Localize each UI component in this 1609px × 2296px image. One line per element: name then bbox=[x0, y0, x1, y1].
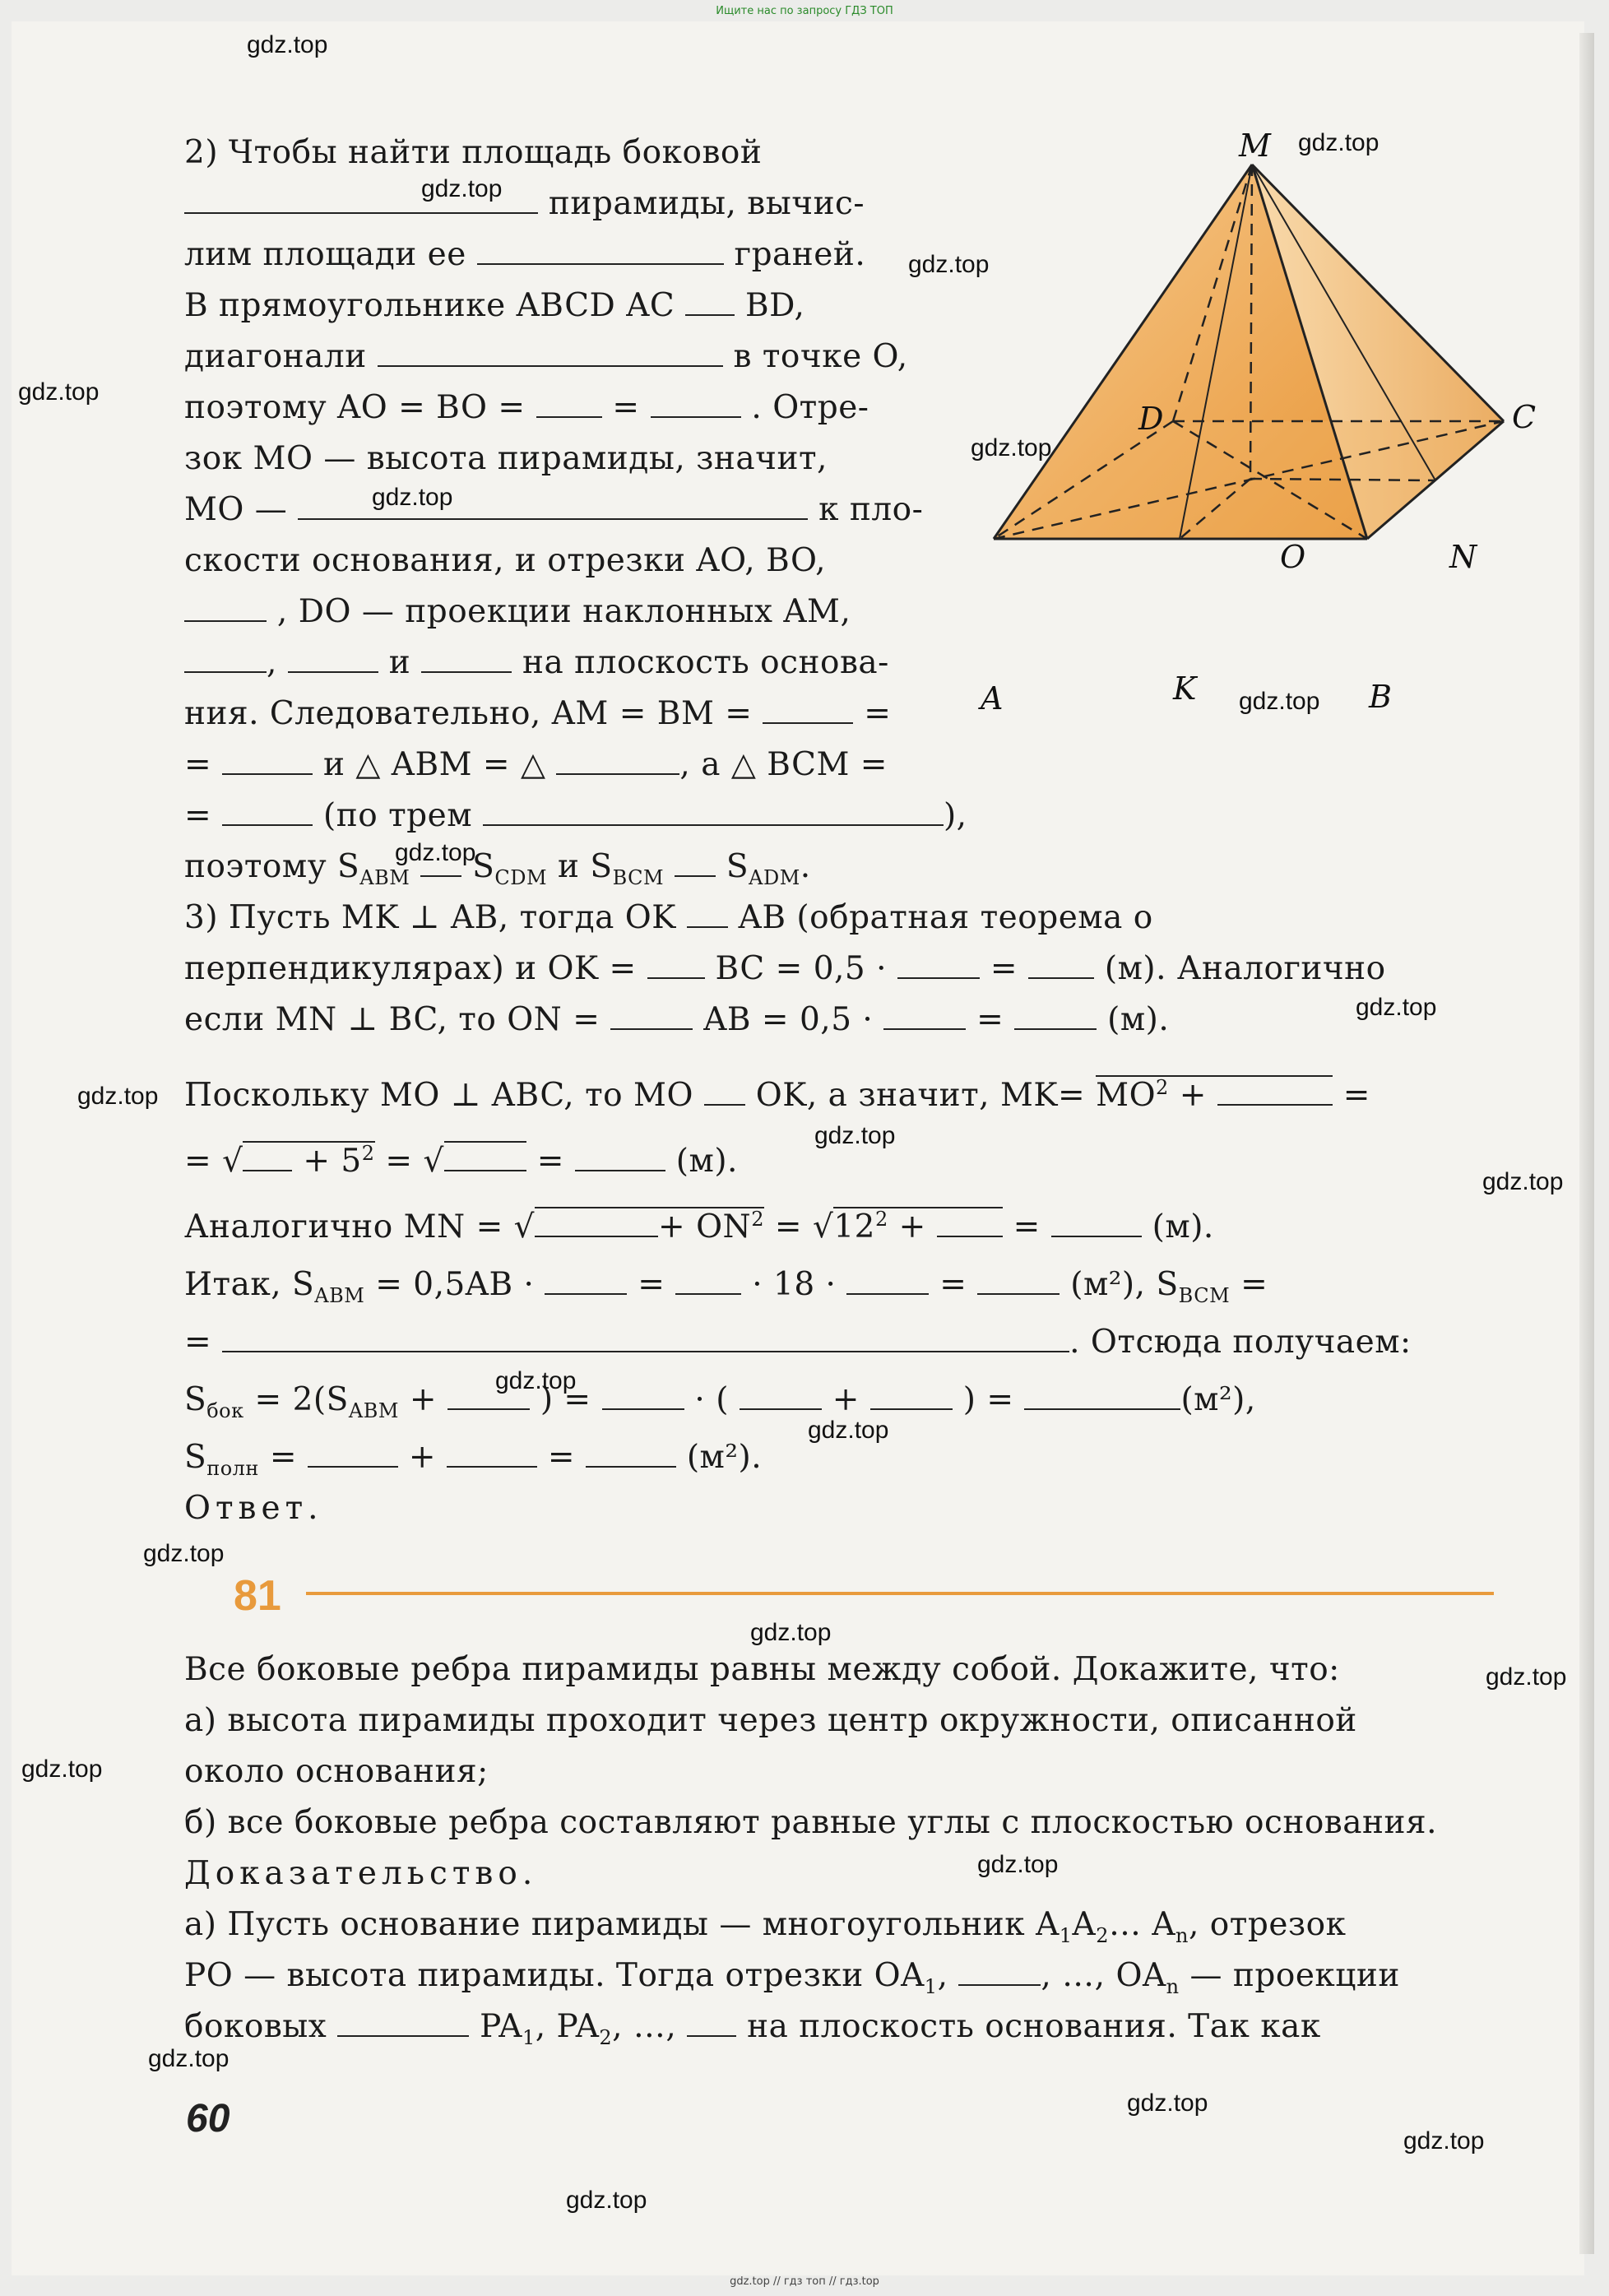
blank-field[interactable] bbox=[687, 895, 728, 928]
subscript: CDM bbox=[494, 865, 548, 889]
text-run: = bbox=[184, 797, 212, 834]
page-number: 60 bbox=[186, 2097, 230, 2141]
text-run: 3) Пусть MK ⊥ AB, тогда OK bbox=[184, 899, 676, 936]
text-run: = bbox=[612, 389, 640, 426]
text-run: ) = bbox=[962, 1381, 1014, 1418]
text-run: = bbox=[184, 1324, 212, 1361]
text-run: (м). bbox=[1107, 1001, 1170, 1038]
blank-field[interactable] bbox=[870, 1377, 953, 1410]
text-run: S bbox=[726, 848, 749, 885]
text-run: = bbox=[1240, 1266, 1268, 1303]
text-run: PA bbox=[480, 2008, 522, 2045]
watermark: gdz.top bbox=[814, 1122, 896, 1149]
text-run: ), bbox=[943, 797, 967, 834]
text-run: BC = 0,5 · bbox=[715, 950, 888, 987]
sqrt-radicand bbox=[243, 1141, 374, 1180]
blank-field[interactable] bbox=[763, 691, 853, 724]
text-run: (м). Аналогично bbox=[1104, 950, 1386, 987]
label-a: A bbox=[981, 680, 1004, 716]
text-line bbox=[184, 995, 1169, 1046]
blank-field[interactable] bbox=[545, 1262, 627, 1295]
watermark: gdz.top bbox=[977, 1851, 1059, 1878]
text-line bbox=[184, 689, 891, 740]
text-run: граней. bbox=[734, 236, 866, 273]
subscript: 2 bbox=[599, 2025, 613, 2049]
text-run: в точке O, bbox=[733, 338, 908, 375]
blank-field[interactable] bbox=[184, 589, 267, 622]
answer-label: Ответ. bbox=[184, 1490, 323, 1527]
label-m: M bbox=[1239, 128, 1271, 164]
text-line bbox=[184, 1128, 738, 1187]
blank-field[interactable] bbox=[378, 334, 723, 367]
text-run: Итак, S bbox=[184, 1266, 315, 1303]
blank-field[interactable] bbox=[1014, 997, 1097, 1030]
text-line bbox=[184, 1746, 489, 1797]
text-line bbox=[184, 1848, 537, 1899]
text-run: + 5 bbox=[303, 1143, 362, 1180]
problem-divider bbox=[306, 1592, 1494, 1595]
text-line bbox=[184, 281, 804, 332]
text-run: (м). bbox=[1152, 1208, 1214, 1245]
label-n: N bbox=[1449, 539, 1477, 575]
text-run: диагонали bbox=[184, 338, 367, 375]
sqrt-radicand bbox=[1096, 1075, 1333, 1114]
text-run: = √ bbox=[774, 1208, 834, 1245]
blank-field[interactable] bbox=[1028, 946, 1094, 979]
text-run: ния. Следовательно, AM = BM = bbox=[184, 695, 753, 732]
subscript: бок bbox=[206, 1398, 244, 1422]
superscript: 2 bbox=[751, 1208, 764, 1231]
text-run: = bbox=[184, 746, 212, 783]
text-run: , PA bbox=[535, 2008, 600, 2045]
text-run: (м²), S bbox=[1070, 1266, 1179, 1303]
text-run: , bbox=[937, 1957, 948, 1994]
problem-number: 81 bbox=[234, 1572, 281, 1620]
blank-field[interactable] bbox=[421, 640, 512, 673]
text-run: 2) Чтобы найти площадь боковой bbox=[184, 134, 763, 171]
text-run: + bbox=[409, 1381, 437, 1418]
sqrt-radicand bbox=[444, 1141, 526, 1180]
blank-field[interactable] bbox=[883, 997, 966, 1030]
subscript: ABM bbox=[359, 865, 410, 889]
blank-field[interactable] bbox=[675, 1262, 741, 1295]
blank-field[interactable] bbox=[647, 946, 705, 979]
blank-field[interactable] bbox=[184, 640, 267, 673]
sqrt-radicand bbox=[535, 1207, 764, 1245]
text-run: S bbox=[184, 1439, 207, 1476]
blank-field[interactable] bbox=[222, 742, 313, 775]
subscript: n bbox=[1166, 1974, 1180, 1998]
text-line bbox=[184, 740, 888, 791]
text-run: + bbox=[1179, 1077, 1207, 1114]
blank-field[interactable] bbox=[536, 385, 602, 418]
text-run: Аналогично MN = √ bbox=[184, 1208, 535, 1245]
text-run: боковых bbox=[184, 2008, 327, 2045]
blank-field[interactable] bbox=[937, 1204, 1003, 1237]
subscript: ABM bbox=[314, 1283, 365, 1307]
text-run: — проекции bbox=[1189, 1957, 1400, 1994]
text-run: = bbox=[638, 1266, 665, 1303]
text-run: , DO — проекции наклонных AM, bbox=[276, 593, 851, 630]
text-line bbox=[184, 1695, 1357, 1746]
text-line bbox=[184, 1062, 1370, 1121]
subscript: BCM bbox=[612, 865, 665, 889]
watermark: gdz.top bbox=[18, 378, 100, 406]
watermark: gdz.top bbox=[750, 1619, 832, 1646]
text-run: Все боковые ребра пирамиды равны между собой. Докажите, что: bbox=[184, 1651, 1340, 1688]
watermark: gdz.top bbox=[1486, 1663, 1567, 1691]
sqrt-radicand bbox=[833, 1207, 1002, 1245]
text-run: · ( bbox=[694, 1381, 729, 1418]
blank-field[interactable] bbox=[575, 1139, 665, 1171]
text-run: + bbox=[408, 1439, 436, 1476]
text-run: + bbox=[832, 1381, 860, 1418]
watermark: gdz.top bbox=[1239, 688, 1320, 715]
text-line bbox=[184, 587, 851, 638]
text-run: зок MO — высота пирамиды, значит, bbox=[184, 440, 828, 477]
text-line bbox=[184, 434, 828, 485]
blank-field[interactable] bbox=[610, 997, 693, 1030]
blank-field[interactable] bbox=[740, 1377, 822, 1410]
text-line: поэтому $S_{ABM}$ $S_{CDM}$ и $S_{BCM}$ $S_{ADM}$. bbox=[184, 842, 811, 903]
text-run: Поскольку MO ⊥ ABC, то MO bbox=[184, 1077, 693, 1114]
text-run: лим площади ее bbox=[184, 236, 466, 273]
watermark: gdz.top bbox=[1482, 1168, 1564, 1195]
pyramid-figure bbox=[962, 123, 1555, 716]
text-run: = bbox=[864, 695, 892, 732]
subscript: n bbox=[1175, 1923, 1189, 1947]
superscript: 2 bbox=[361, 1142, 375, 1165]
text-run: , …, OA bbox=[1041, 1957, 1166, 1994]
subscript: 1 bbox=[924, 1974, 938, 1998]
text-run: = bbox=[1013, 1208, 1041, 1245]
text-line bbox=[184, 1259, 1268, 1321]
blank-field[interactable] bbox=[846, 1262, 929, 1295]
text-run: , bbox=[267, 644, 277, 681]
watermark: gdz.top bbox=[808, 1417, 889, 1444]
blank-field[interactable] bbox=[444, 1139, 526, 1171]
watermark: gdz.top bbox=[1356, 994, 1437, 1021]
text-run: S bbox=[184, 1381, 207, 1418]
text-run: и △ ABM = △ bbox=[323, 746, 546, 783]
text-run: = bbox=[976, 1001, 1004, 1038]
text-run: = bbox=[990, 950, 1018, 987]
watermark: gdz.top bbox=[566, 2187, 647, 2214]
text-line bbox=[184, 1375, 1256, 1436]
text-run: а) высота пирамиды проходит через центр окружности, описанной bbox=[184, 1702, 1357, 1739]
text-run: · 18 · bbox=[752, 1266, 837, 1303]
text-run: , а △ BCM = bbox=[679, 746, 888, 783]
text-run: = √ bbox=[184, 1143, 243, 1180]
text-run: и bbox=[388, 644, 411, 681]
text-run: PO — высота пирамиды. Тогда отрезки OA bbox=[184, 1957, 925, 1994]
text-run: около основания; bbox=[184, 1753, 489, 1790]
text-run: = bbox=[269, 1439, 297, 1476]
superscript: 2 bbox=[1156, 1076, 1169, 1099]
watermark: gdz.top bbox=[77, 1083, 159, 1110]
text-run: MO bbox=[1096, 1077, 1157, 1114]
text-line bbox=[184, 179, 865, 230]
text-line bbox=[184, 944, 1386, 995]
blank-field[interactable] bbox=[1024, 1377, 1180, 1410]
watermark: gdz.top bbox=[1127, 2090, 1208, 2117]
blank-field[interactable] bbox=[651, 385, 741, 418]
text-line bbox=[184, 128, 762, 179]
blank-field[interactable] bbox=[685, 283, 735, 316]
blank-field[interactable] bbox=[308, 1435, 398, 1468]
blank-field[interactable] bbox=[1217, 1073, 1333, 1106]
text-run: и S bbox=[557, 848, 613, 885]
blank-field[interactable] bbox=[556, 742, 679, 775]
text-run: AB = 0,5 · bbox=[703, 1001, 874, 1038]
blank-field[interactable] bbox=[483, 793, 944, 826]
text-run: A bbox=[1072, 1906, 1097, 1943]
subscript: BCM bbox=[1178, 1283, 1231, 1307]
text-line bbox=[184, 893, 1153, 944]
text-run: пирамиды, вычис- bbox=[548, 185, 865, 222]
text-run: , …, bbox=[612, 2008, 677, 2045]
text-run: ) = bbox=[540, 1381, 591, 1418]
text-line bbox=[184, 485, 923, 536]
text-run: если MN ⊥ BC, то ON = bbox=[184, 1001, 600, 1038]
subscript: 2 bbox=[1096, 1923, 1109, 1947]
text-run: Отсюда получаем: bbox=[1090, 1324, 1412, 1361]
text-line bbox=[184, 230, 865, 281]
blank-field[interactable] bbox=[222, 1320, 1069, 1352]
watermark: gdz.top bbox=[971, 434, 1052, 462]
text-run: (м²), bbox=[1180, 1381, 1256, 1418]
top-banner[interactable]: Ищите нас по запросу ГДЗ ТОП bbox=[716, 5, 893, 17]
blank-field[interactable] bbox=[477, 232, 724, 265]
watermark: gdz.top bbox=[1403, 2127, 1485, 2155]
watermark: gdz.top bbox=[143, 1540, 225, 1567]
text-run: скости основания, и отрезки AO, BO, bbox=[184, 542, 827, 579]
text-run: б) все боковые ребра составляют равные углы с плоскостью основания. bbox=[184, 1804, 1438, 1841]
blank-field[interactable] bbox=[675, 844, 716, 877]
subscript: 1 bbox=[1059, 1923, 1073, 1947]
blank-field[interactable] bbox=[586, 1435, 676, 1468]
text-run: = bbox=[547, 1439, 575, 1476]
watermark: gdz.top bbox=[1298, 129, 1379, 156]
label-o: O bbox=[1280, 539, 1306, 575]
text-run: OK, а значит, MK= bbox=[755, 1077, 1086, 1114]
text-run: (м²). bbox=[686, 1439, 763, 1476]
text-line bbox=[184, 383, 869, 434]
blank-field[interactable] bbox=[243, 1139, 292, 1171]
text-line bbox=[184, 332, 908, 383]
text-line bbox=[184, 2001, 1321, 2063]
subscript: 1 bbox=[522, 2025, 536, 2049]
text-run: AB (обратная теорема о bbox=[738, 899, 1153, 936]
text-run: … A bbox=[1108, 1906, 1176, 1943]
text-line bbox=[184, 536, 826, 587]
text-run: перпендикулярах) и OK = bbox=[184, 950, 637, 987]
text-run: к пло- bbox=[818, 491, 924, 528]
text-run: = √ bbox=[385, 1143, 444, 1180]
watermark: gdz.top bbox=[148, 2045, 230, 2072]
text-run: + bbox=[898, 1208, 926, 1245]
text-line bbox=[184, 1797, 1437, 1848]
text-run: = 0,5AB · bbox=[375, 1266, 535, 1303]
text-run: а) Пусть основание пирамиды — многоугольник A bbox=[184, 1906, 1060, 1943]
watermark: gdz.top bbox=[908, 251, 990, 278]
text-line bbox=[184, 1644, 1340, 1695]
text-run: (м). bbox=[675, 1143, 738, 1180]
text-run: = bbox=[1342, 1077, 1370, 1114]
text-run: 12 bbox=[833, 1208, 875, 1245]
blank-field[interactable] bbox=[977, 1262, 1060, 1295]
text-run: на плоскость основа- bbox=[522, 644, 889, 681]
text-run: + ON bbox=[658, 1208, 752, 1245]
proof-label: Доказательство. bbox=[184, 1855, 538, 1892]
blank-field[interactable] bbox=[535, 1204, 658, 1237]
blank-field[interactable] bbox=[958, 1953, 1041, 1986]
text-run: на плоскость основания. Так как bbox=[747, 2008, 1321, 2045]
watermark: gdz.top bbox=[247, 31, 328, 58]
text-line bbox=[184, 1194, 1214, 1253]
text-run: поэтому S bbox=[184, 848, 360, 885]
watermark: gdz.top bbox=[495, 1367, 577, 1394]
label-b: B bbox=[1369, 679, 1392, 715]
page-edge-shadow bbox=[1579, 33, 1594, 2254]
text-run: поэтому AO = BO = bbox=[184, 389, 526, 426]
superscript: 2 bbox=[874, 1208, 888, 1231]
watermark: gdz.top bbox=[395, 839, 476, 866]
blank-field[interactable] bbox=[704, 1073, 745, 1106]
text-line bbox=[184, 638, 889, 689]
watermark: gdz.top bbox=[421, 175, 503, 202]
blank-field[interactable] bbox=[447, 1435, 537, 1468]
blank-field[interactable] bbox=[222, 793, 313, 826]
text-run: = bbox=[939, 1266, 967, 1303]
text-line: = . Отсюда получаем: bbox=[184, 1317, 1412, 1368]
text-run: = bbox=[536, 1143, 564, 1180]
bottom-banner[interactable]: gdz.top // гдз топ // гдз.top bbox=[730, 2275, 879, 2288]
subscript: ABM bbox=[348, 1398, 399, 1422]
subscript: ADM bbox=[749, 865, 800, 889]
text-run: = 2(S bbox=[254, 1381, 349, 1418]
text-line bbox=[184, 1483, 323, 1534]
blank-field[interactable] bbox=[687, 2004, 736, 2037]
text-run: BD, bbox=[745, 287, 805, 324]
blank-field[interactable] bbox=[897, 946, 980, 979]
label-c: C bbox=[1512, 399, 1537, 435]
text-run: , отрезок bbox=[1189, 1906, 1347, 1943]
label-k: K bbox=[1173, 670, 1197, 707]
blank-field[interactable] bbox=[602, 1377, 684, 1410]
text-run: S bbox=[472, 848, 495, 885]
text-run: MO — bbox=[184, 491, 288, 528]
text-run: . Отре- bbox=[751, 389, 869, 426]
text-line bbox=[184, 791, 967, 842]
blank-field[interactable] bbox=[1051, 1204, 1142, 1237]
text-run: В прямоугольнике ABCD AC bbox=[184, 287, 675, 324]
label-d: D bbox=[1138, 401, 1164, 437]
blank-field[interactable] bbox=[337, 2004, 469, 2037]
watermark: gdz.top bbox=[372, 484, 453, 511]
subscript: полн bbox=[206, 1456, 259, 1480]
watermark: gdz.top bbox=[21, 1756, 103, 1783]
blank-field[interactable] bbox=[288, 640, 378, 673]
text-run: (по трем bbox=[323, 797, 473, 834]
